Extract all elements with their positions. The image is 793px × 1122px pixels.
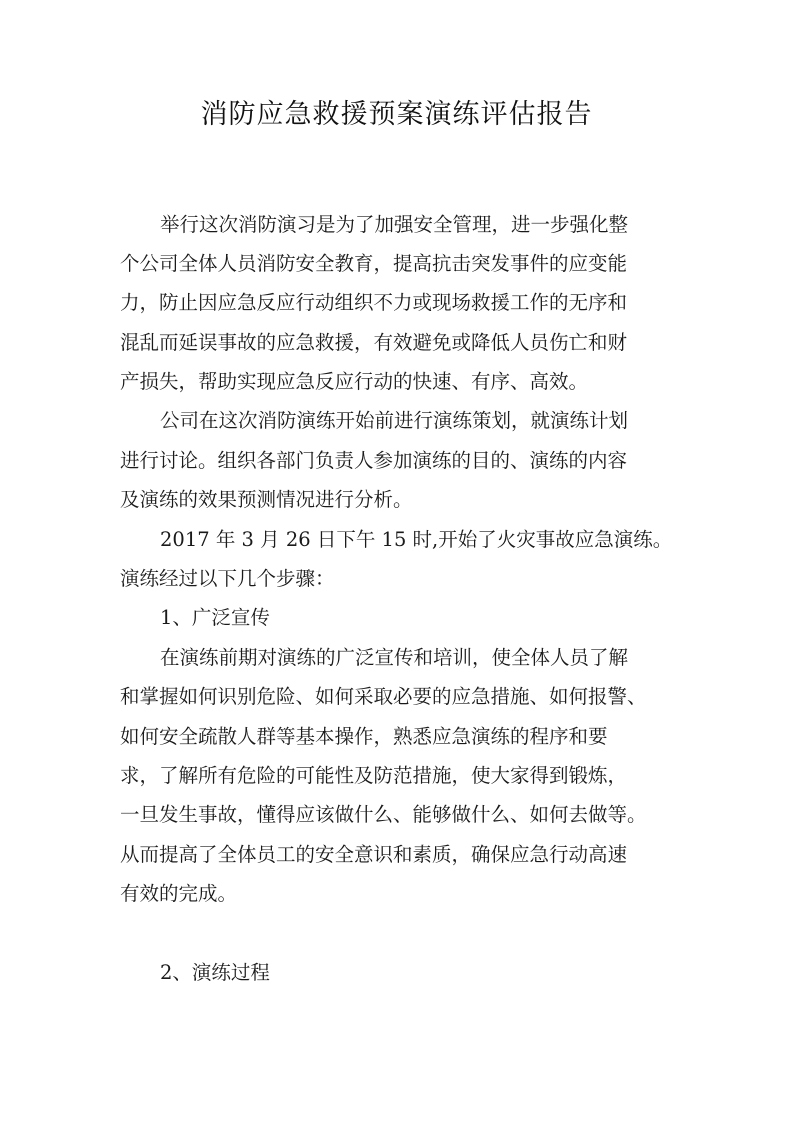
paragraph-line: 混乱而延误事故的应急救援，有效避免或降低人员伤亡和财 [120,331,628,354]
section-heading-2: 2、演练过程 [160,961,270,984]
paragraph-line: 有效的完成。 [120,882,238,905]
paragraph-line: 一旦发生事故，懂得应该做什么、能够做什么、如何去做等。 [120,803,647,826]
paragraph-line: 求，了解所有危险的可能性及防范措施，使大家得到锻炼， [120,764,628,787]
paragraph-line: 在演练前期对演练的广泛宣传和培训，使全体人员了解 [160,646,629,669]
document-title: 消防应急救援预案演练评估报告 [200,99,593,130]
paragraph-line: 及演练的效果预测情况进行分析。 [120,488,413,511]
paragraph-line: 个公司全体人员消防安全教育，提高抗击突发事件的应变能 [120,252,628,275]
paragraph-line: 和掌握如何识别危险、如何采取必要的应急措施、如何报警、 [120,685,647,708]
paragraph-line: 进行讨论。组织各部门负责人参加演练的目的、演练的内容 [120,449,628,472]
paragraph-line: 力，防止因应急反应行动组织不力或现场救援工作的无序和 [120,291,628,314]
paragraph-line: 产损失，帮助实现应急反应行动的快速、有序、高效。 [120,370,589,393]
paragraph-line: 公司在这次消防演练开始前进行演练策划，就演练计划 [160,409,629,432]
section-heading-1: 1、广泛宣传 [160,606,270,629]
paragraph-line: 如何安全疏散人群等基本操作，熟悉应急演练的程序和要 [120,725,608,748]
paragraph-line: 演练经过以下几个步骤： [120,567,335,590]
paragraph-line: 2017 年 3 月 26 日下午 15 时,开始了火灾事故应急演练。 [160,528,673,551]
paragraph-line: 举行这次消防演习是为了加强安全管理，进一步强化整 [160,213,629,236]
paragraph-line: 从而提高了全体员工的安全意识和素质，确保应急行动高速 [120,843,628,866]
